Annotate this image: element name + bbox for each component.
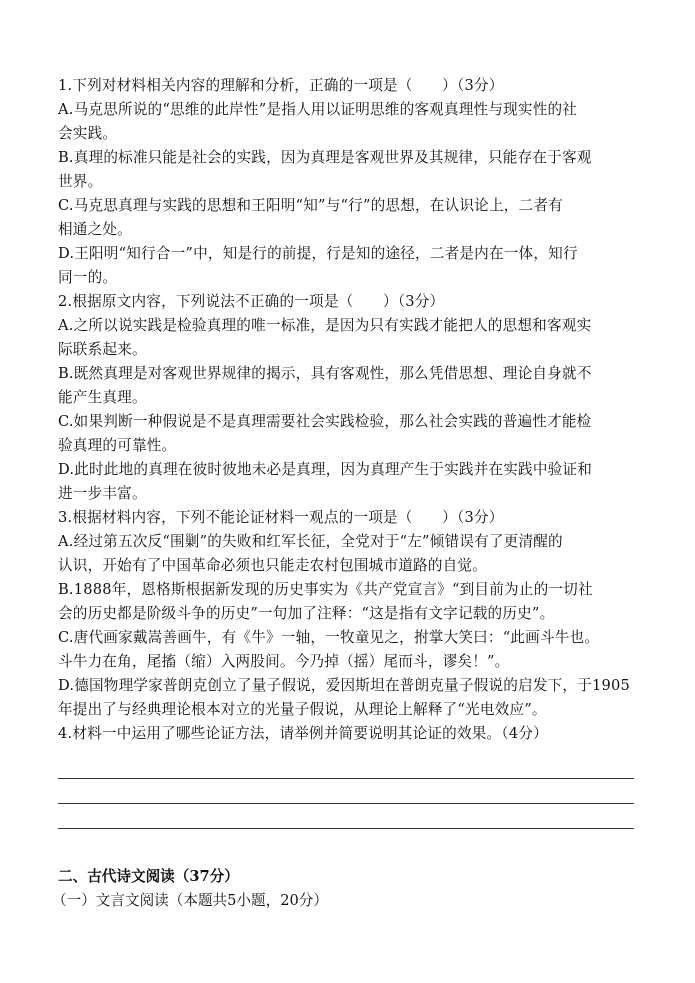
option-text: 斗牛力在角，尾搐（缩）入两股间。今乃掉（摇）尾而斗，谬矣！”。	[58, 653, 510, 670]
question-stem: 3.根据材料内容，下列不能论证材料一观点的一项是（ ）（3分）	[58, 509, 504, 526]
answer-lines	[58, 754, 650, 829]
section-title: 二、古代诗文阅读（37分）	[58, 868, 239, 885]
option-text: 认识，开始有了中国革命必须也只能走农村包围城市道路的自觉。	[58, 557, 488, 574]
option-text: A.之所以说实践是检验真理的唯一标准，是因为只有实践才能把人的思想和客观实	[58, 317, 592, 334]
option-text: 同一的。	[58, 269, 118, 286]
question-stem: 4.材料一中运用了哪些论证方法，请举例并简要说明其论证的效果。（4分）	[58, 725, 548, 742]
option-text: 验真理的可靠性。	[58, 437, 177, 454]
answer-line[interactable]	[58, 754, 634, 779]
option-text: 进一步丰富。	[58, 485, 147, 502]
answer-line[interactable]	[58, 779, 634, 804]
subsection-title: （一）文言文阅读（本题共5小题，20分）	[52, 892, 328, 909]
question-stem: 1.下列对材料相关内容的理解和分析，正确的一项是（ ）（3分）	[58, 77, 504, 94]
option-text: C.马克思真理与实践的思想和王阳明“知”与“行”的思想，在认识论上，二者有	[58, 197, 563, 214]
question-stem: 2.根据原文内容，下列说法不正确的一项是（ ）（3分）	[58, 293, 445, 310]
option-text: 世界。	[58, 173, 103, 190]
option-text: 际联系起来。	[58, 341, 147, 358]
answer-line[interactable]	[58, 804, 634, 829]
option-text: 相通之处。	[58, 221, 132, 238]
option-text: D.此时此地的真理在彼时彼地未必是真理，因为真理产生于实践并在实践中验证和	[58, 461, 593, 478]
option-text: 年提出了与经典理论根本对立的光量子假说，从理论上解释了“光电效应”。	[58, 701, 547, 718]
option-text: B.1888年，恩格斯根据新发现的历史事实为《共产党宣言》“到目前为止的一切社	[58, 581, 593, 598]
option-text: B.真理的标准只能是社会的实践，因为真理是客观世界及其规律，只能存在于客观	[58, 149, 592, 166]
option-text: B.既然真理是对客观世界规律的揭示，具有客观性，那么凭借思想、理论自身就不	[58, 365, 592, 382]
option-text: A.经过第五次反“围剿”的失败和红军长征，全党对于“左”倾错误有了更清醒的	[58, 533, 563, 550]
option-text: 会的历史都是阶级斗争的历史”一句加了注释：“这是指有文字记载的历史”。	[58, 605, 555, 622]
option-text: D.德国物理学家普朗克创立了量子假说，爱因斯坦在普朗克量子假说的启发下，于1905	[58, 677, 630, 694]
option-text: C.唐代画家戴嵩善画牛，有《牛》一轴，一牧童见之，拊掌大笑曰：“此画斗牛也。	[58, 629, 600, 646]
option-text: A.马克思所说的“思维的此岸性”是指人用以证明思维的客观真理性与现实性的社	[58, 101, 578, 118]
questions-block	[58, 74, 650, 746]
option-text: 会实践。	[58, 125, 118, 142]
option-text: D.王阳明“知行合一”中，知是行的前提，行是知的途径，二者是内在一体，知行	[58, 245, 578, 262]
option-text: C.如果判断一种假说是不是真理需要社会实践检验，那么社会实践的普遍性才能检	[58, 413, 592, 430]
option-text: 能产生真理。	[58, 389, 147, 406]
